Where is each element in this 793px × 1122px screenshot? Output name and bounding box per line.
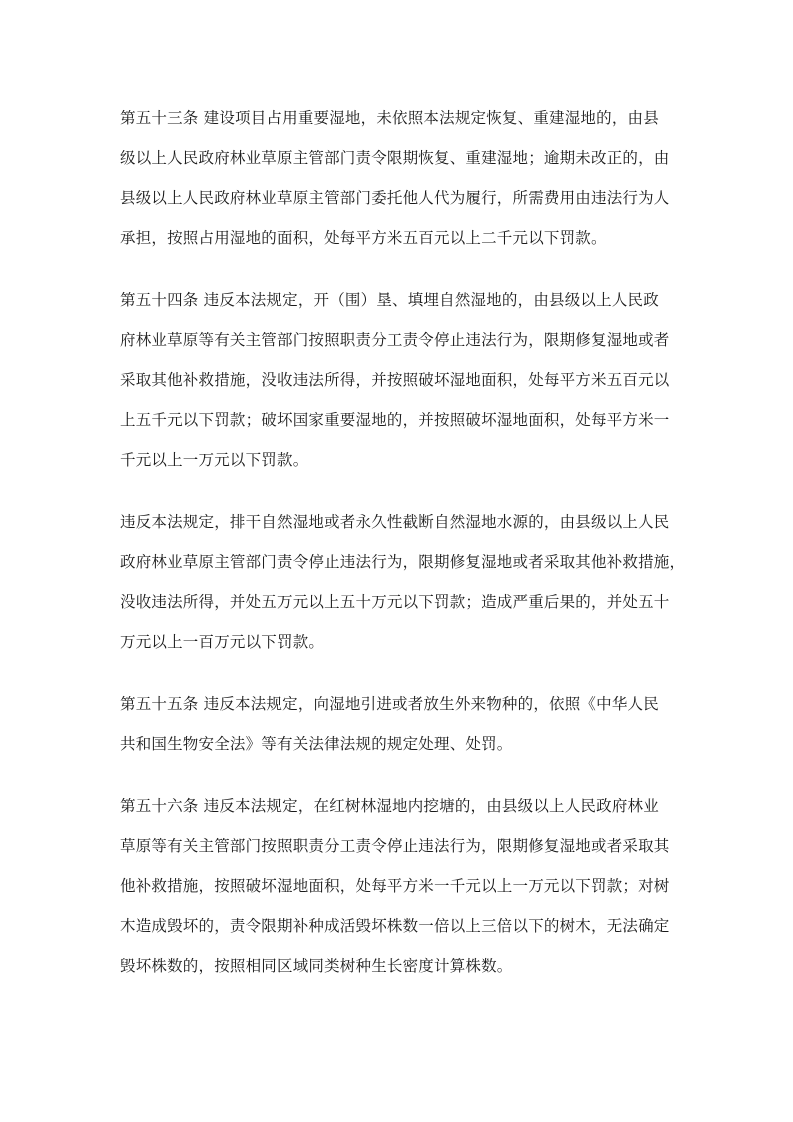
paragraph-line: 共和国生物安全法》等有关法律法规的规定处理、处罚。 (120, 735, 513, 753)
article-56-paragraph (120, 786, 676, 986)
article-53-paragraph (120, 98, 676, 258)
paragraph-line: 第五十四条 违反本法规定，开（围）垦、填埋自然湿地的，由县级以上人民政 (120, 291, 659, 309)
paragraph-line: 第五十三条 建设项目占用重要湿地，未依照本法规定恢复、重建湿地的，由县 (120, 109, 659, 127)
article-54-second-paragraph (120, 502, 686, 662)
paragraph-line: 承担，按照占用湿地的面积，处每平方米五百元以上二千元以下罚款。 (120, 229, 607, 247)
paragraph-line: 万元以上一百万元以下罚款。 (120, 633, 325, 651)
paragraph-line: 采取其他补救措施，没收违法所得，并按照破坏湿地面积，处每平方米五百元以 (120, 371, 670, 389)
paragraph-line: 府林业草原等有关主管部门按照职责分工责令停止违法行为，限期修复湿地或者 (120, 331, 670, 349)
paragraph-line: 毁坏株数的，按照相同区域同类树种生长密度计算株数。 (120, 957, 513, 975)
paragraph-line: 上五千元以下罚款；破坏国家重要湿地的，并按照破坏湿地面积，处每平方米一 (120, 411, 670, 429)
paragraph-line: 政府林业草原主管部门责令停止违法行为，限期修复湿地或者采取其他补救措施， (120, 553, 686, 571)
paragraph-line: 木造成毁坏的，责令限期补种成活毁坏株数一倍以上三倍以下的树木，无法确定 (120, 917, 670, 935)
paragraph-line: 草原等有关主管部门按照职责分工责令停止违法行为，限期修复湿地或者采取其 (120, 837, 670, 855)
article-55-paragraph (120, 684, 676, 764)
paragraph-line: 级以上人民政府林业草原主管部门责令限期恢复、重建湿地；逾期未改正的，由 (120, 149, 670, 167)
paragraph-line: 第五十六条 违反本法规定，在红树林湿地内挖塘的，由县级以上人民政府林业 (120, 797, 659, 815)
paragraph-line: 违反本法规定，排干自然湿地或者永久性截断自然湿地水源的，由县级以上人民 (120, 513, 670, 531)
document-body (120, 98, 686, 1008)
paragraph-line: 没收违法所得，并处五万元以上五十万元以下罚款；造成严重后果的，并处五十 (120, 593, 670, 611)
paragraph-line: 他补救措施，按照破坏湿地面积，处每平方米一千元以上一万元以下罚款；对树 (120, 877, 670, 895)
paragraph-line: 第五十五条 违反本法规定，向湿地引进或者放生外来物种的，依照《中华人民 (120, 695, 659, 713)
paragraph-line: 千元以上一万元以下罚款。 (120, 451, 309, 469)
paragraph-line: 县级以上人民政府林业草原主管部门委托他人代为履行，所需费用由违法行为人 (120, 189, 670, 207)
article-54-paragraph (120, 280, 676, 480)
